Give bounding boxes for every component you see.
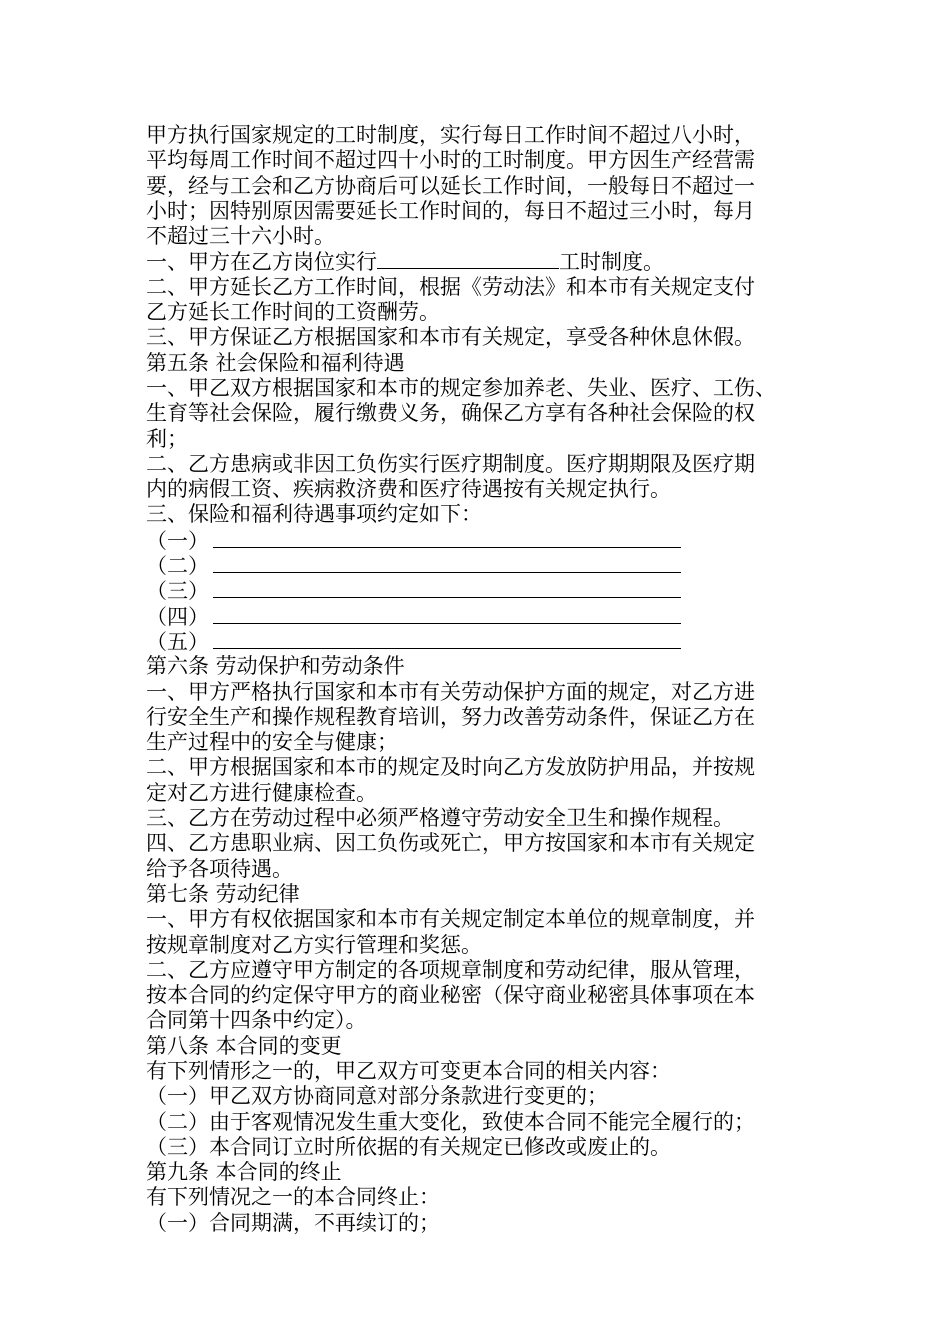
text-line: 小时；因特别原因需要延长工作时间的，每日不超过三小时，每月 bbox=[146, 198, 755, 223]
text-line: 三、乙方在劳动过程中必须严格遵守劳动安全卫生和操作规程。 bbox=[146, 806, 734, 831]
hours-clause-prefix: 一、甲方在乙方岗位实行 bbox=[146, 250, 377, 275]
text-line: （三）本合同订立时所依据的有关规定已修改或废止的。 bbox=[146, 1134, 671, 1159]
blank-item-label: （五） bbox=[146, 629, 209, 654]
text-line: 给予各项待遇。 bbox=[146, 856, 293, 881]
section-heading: 第五条 社会保险和福利待遇 bbox=[146, 350, 405, 375]
text-line: （一）甲乙双方协商同意对部分条款进行变更的； bbox=[146, 1084, 608, 1109]
blank-item-label: （四） bbox=[146, 604, 209, 629]
text-line: （二）由于客观情况发生重大变化，致使本合同不能完全履行的； bbox=[146, 1109, 755, 1134]
text-line: 一、甲方有权依据国家和本市有关规定制定本单位的规章制度，并 bbox=[146, 907, 755, 932]
section-heading: 第七条 劳动纪律 bbox=[146, 881, 300, 906]
text-line: 有下列情况之一的本合同终止： bbox=[146, 1185, 440, 1210]
text-line: 三、保险和福利待遇事项约定如下： bbox=[146, 502, 482, 527]
text-line: 要，经与工会和乙方协商后可以延长工作时间，一般每日不超过一 bbox=[146, 173, 755, 198]
text-line: 定对乙方进行健康检查。 bbox=[146, 780, 377, 805]
text-line: 平均每周工作时间不超过四十小时的工时制度。甲方因生产经营需 bbox=[146, 148, 755, 173]
blank-fill-line bbox=[213, 604, 681, 624]
text-line: 三、甲方保证乙方根据国家和本市有关规定，享受各种休息休假。 bbox=[146, 325, 755, 350]
blank-item-label: （一） bbox=[146, 528, 209, 553]
section-heading: 第八条 本合同的变更 bbox=[146, 1033, 342, 1058]
text-line: 行安全生产和操作规程教育培训，努力改善劳动条件，保证乙方在 bbox=[146, 704, 755, 729]
text-line: 二、甲方延长乙方工作时间，根据《劳动法》和本市有关规定支付 bbox=[146, 274, 755, 299]
text-line: 二、乙方应遵守甲方制定的各项规章制度和劳动纪律，服从管理， bbox=[146, 957, 755, 982]
text-line: 二、甲方根据国家和本市的规定及时向乙方发放防护用品，并按规 bbox=[146, 755, 755, 780]
text-line: 一、甲乙双方根据国家和本市的规定参加养老、失业、医疗、工伤、 bbox=[146, 375, 776, 400]
text-line: 按本合同的约定保守甲方的商业秘密（保守商业秘密具体事项在本 bbox=[146, 983, 755, 1008]
text-line: 利； bbox=[146, 426, 188, 451]
hours-system-blank bbox=[377, 249, 559, 269]
text-line: 甲方执行国家规定的工时制度，实行每日工作时间不超过八小时， bbox=[146, 123, 755, 147]
contract-text bbox=[146, 123, 836, 1236]
section-heading: 第六条 劳动保护和劳动条件 bbox=[146, 654, 405, 679]
blank-fill-line bbox=[213, 553, 681, 573]
text-line: （一）合同期满，不再续订的； bbox=[146, 1210, 440, 1235]
text-line: 一、甲方严格执行国家和本市有关劳动保护方面的规定，对乙方进 bbox=[146, 679, 755, 704]
text-line: 生育等社会保险，履行缴费义务，确保乙方享有各种社会保险的权 bbox=[146, 401, 755, 426]
hours-clause bbox=[146, 249, 836, 274]
blank-item bbox=[146, 629, 836, 654]
text-line: 生产过程中的安全与健康； bbox=[146, 730, 398, 755]
blank-item-label: （二） bbox=[146, 554, 209, 579]
text-line: 有下列情形之一的，甲乙双方可变更本合同的相关内容： bbox=[146, 1058, 671, 1083]
text-line: 二、乙方患病或非因工负伤实行医疗期制度。医疗期期限及医疗期 bbox=[146, 451, 755, 476]
blank-item-label: （三） bbox=[146, 579, 209, 604]
blank-item bbox=[146, 604, 836, 629]
text-line: 按规章制度对乙方实行管理和奖惩。 bbox=[146, 932, 482, 957]
section-heading: 第九条 本合同的终止 bbox=[146, 1160, 342, 1185]
blank-fill-line bbox=[213, 578, 681, 598]
blank-item bbox=[146, 528, 836, 553]
text-line: 内的病假工资、疾病救济费和医疗待遇按有关规定执行。 bbox=[146, 477, 671, 502]
hours-clause-suffix: 工时制度。 bbox=[559, 250, 664, 275]
blank-fill-line bbox=[213, 528, 681, 548]
blank-item bbox=[146, 553, 836, 578]
text-line: 乙方延长工作时间的工资酬劳。 bbox=[146, 300, 440, 325]
blank-fill-line bbox=[213, 629, 681, 649]
text-line: 四、乙方患职业病、因工负伤或死亡，甲方按国家和本市有关规定 bbox=[146, 831, 755, 856]
blank-item bbox=[146, 578, 836, 603]
text-line: 合同第十四条中约定）。 bbox=[146, 1008, 367, 1033]
text-line: 不超过三十六小时。 bbox=[146, 224, 335, 249]
